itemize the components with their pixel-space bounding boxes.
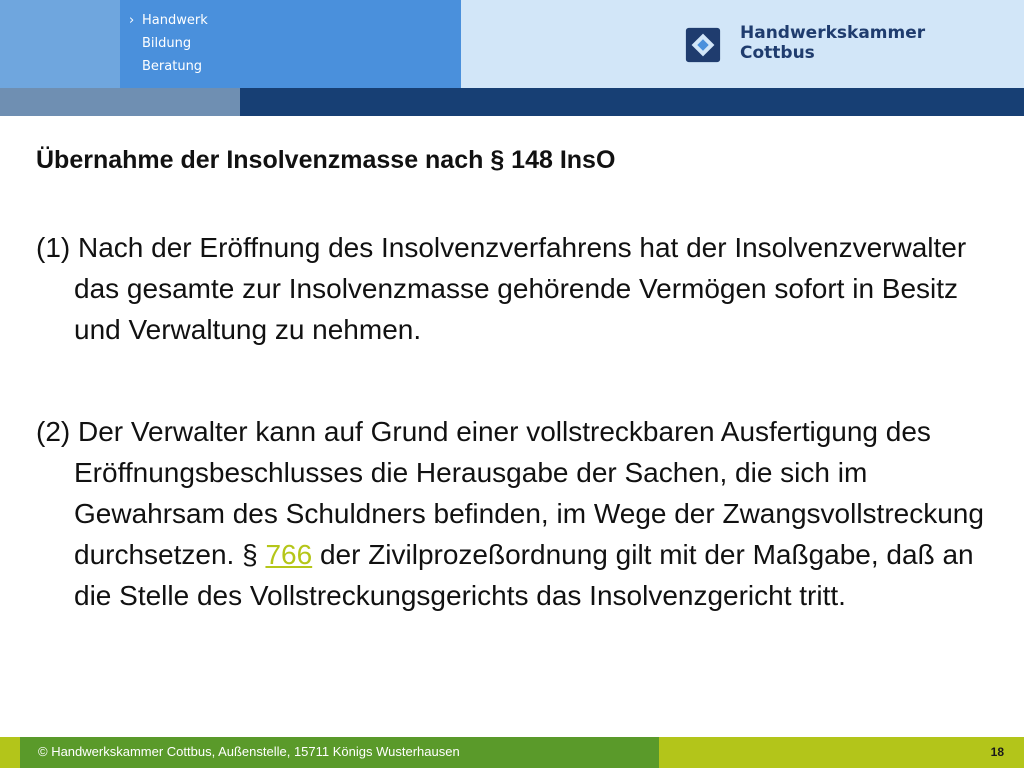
- paragraph-2-text-before: (2) Der Verwalter kann auf Grund einer vollstreckbaren Ausfertigung des Eröffnungsbeschlusses die Herausgabe der Sachen, die sich im Gewahrsam des Schuldners befinden, im Wege der Zwangsvollstreckung durchsetzen. §: [36, 416, 984, 570]
- footer-copyright: © Handwerkskammer Cottbus, Außenstelle, 15711 Königs Wusterhausen: [38, 744, 460, 759]
- nav-item-bildung: [142, 32, 208, 55]
- logo-line-2: Cottbus: [740, 43, 815, 63]
- chevron-right-icon: ›: [129, 13, 135, 28]
- header-band-light: [0, 88, 240, 116]
- header-band-dark: [240, 88, 1024, 116]
- paragraph-2-text-after: der Zivilprozeßordnung gilt mit der Maßgabe, daß an die Stelle des Vollstreckungsgerichts das Insolvenzgericht tritt.: [74, 539, 974, 611]
- footer-left-block: [0, 737, 20, 768]
- logo-text: [740, 23, 925, 63]
- paragraph-1: (1) Nach der Eröffnung des Insolvenzverfahrens hat der Insolvenzverwalter das gesamte zur Insolvenzmasse gehörende Vermögen sofort in Besitz und Verwaltung zu nehmen.: [36, 232, 967, 345]
- nav-item-handwerk: [129, 9, 208, 32]
- logo-line-1: Handwerkskammer: [740, 23, 926, 43]
- slide-title: Übernahme der Insolvenzmasse nach § 148 InsO: [36, 146, 616, 174]
- page-number: 18: [990, 745, 1004, 759]
- header-nav-block: [120, 0, 461, 88]
- header-left-block: [0, 0, 120, 88]
- nav-item-beratung: [142, 55, 208, 78]
- paragraph-2: [36, 411, 1004, 616]
- section-766-link[interactable]: 766: [265, 539, 313, 570]
- nav-item-label: Beratung: [142, 59, 203, 74]
- logo-mark-icon: [684, 26, 722, 64]
- logo: [684, 22, 924, 68]
- slide-header: [0, 0, 1024, 88]
- nav-item-label: Bildung: [142, 36, 192, 51]
- header-nav-list: [129, 9, 208, 78]
- nav-item-label: Handwerk: [142, 13, 208, 28]
